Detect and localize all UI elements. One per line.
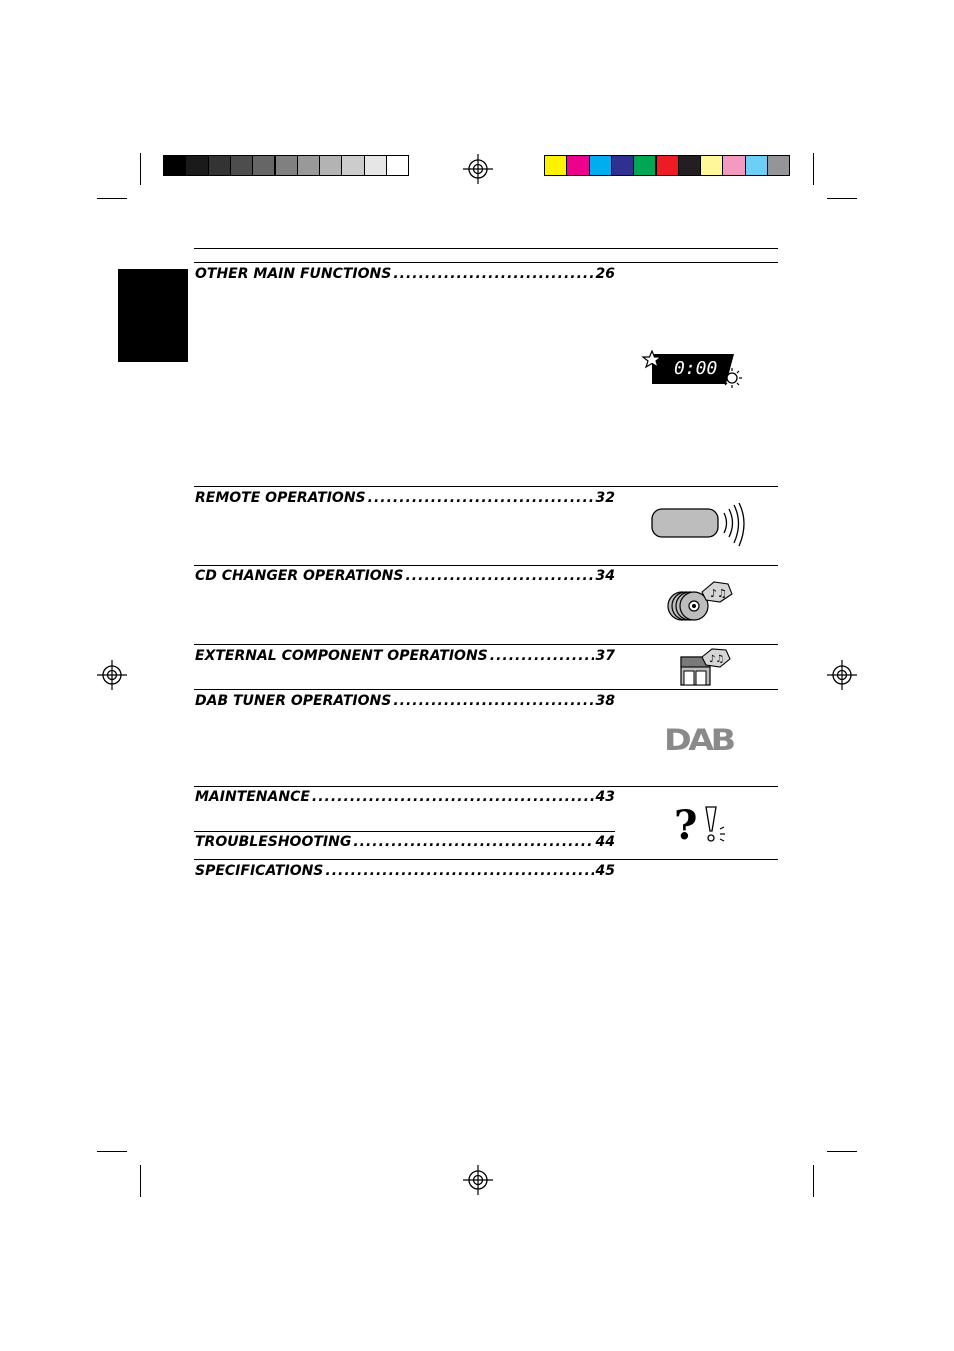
divider-rule (194, 565, 778, 566)
calibration-swatch (589, 155, 612, 176)
registration-target-icon (462, 1164, 494, 1196)
crop-mark (97, 1151, 127, 1152)
crop-mark (827, 198, 857, 199)
toc-entry-dab-tuner-operations[interactable] (195, 693, 615, 713)
toc-entry-page: 45 (595, 863, 615, 879)
crop-mark (813, 153, 814, 185)
toc-entry-page: 43 (595, 789, 615, 805)
calibration-swatch (633, 155, 656, 176)
registration-target-icon (826, 659, 858, 691)
cd-changer-icon (666, 578, 736, 624)
calibration-swatch (230, 155, 253, 176)
dab-logo-text: DAB (664, 726, 733, 754)
display-readout: 0:00 (674, 358, 718, 379)
toc-entry-page: 44 (595, 834, 615, 850)
toc-entry-title: DAB TUNER OPERATIONS (195, 693, 392, 709)
svg-text:?: ? (674, 802, 698, 845)
calibration-swatch (700, 155, 723, 176)
calibration-swatch (767, 155, 790, 176)
toc-entry-title: OTHER MAIN FUNCTIONS (195, 266, 392, 282)
divider-rule (194, 486, 778, 487)
toc-entry-other-main-functions[interactable] (195, 266, 615, 286)
toc-entry-title: MAINTENANCE (195, 789, 310, 805)
toc-entry-title: TROUBLESHOOTING (195, 834, 352, 850)
toc-entry-title: CD CHANGER OPERATIONS (195, 568, 404, 584)
calibration-swatch (364, 155, 387, 176)
svg-text:♪♫: ♪♫ (709, 654, 725, 665)
dab-logo-icon (664, 726, 736, 754)
calibration-swatch (341, 155, 364, 176)
crop-mark (97, 198, 127, 199)
calibration-swatch (544, 155, 567, 176)
calibration-swatch (319, 155, 342, 176)
external-component-icon (678, 647, 734, 687)
toc-entry-title: SPECIFICATIONS (195, 863, 324, 879)
toc-entry-page: 34 (595, 568, 615, 584)
toc-entry-remote-operations[interactable] (195, 490, 615, 510)
toc-entry-page: 32 (595, 490, 615, 506)
crop-mark (827, 1151, 857, 1152)
crop-mark (140, 1165, 141, 1197)
calibration-swatch (656, 155, 679, 176)
toc-entry-title: REMOTE OPERATIONS (195, 490, 366, 506)
toc-leader-dots (393, 693, 593, 709)
toc-entry-specifications[interactable] (195, 863, 615, 883)
toc-leader-dots (490, 648, 594, 664)
section-tab (118, 269, 188, 362)
calibration-swatch (275, 155, 298, 176)
question-exclamation-icon (672, 801, 728, 845)
divider-rule (194, 859, 778, 860)
calibration-swatch (297, 155, 320, 176)
registration-target-icon (96, 659, 128, 691)
calibration-swatch (252, 155, 275, 176)
toc-leader-dots (368, 490, 594, 506)
toc-entry-troubleshooting[interactable] (195, 834, 615, 854)
registration-target-icon (462, 153, 494, 185)
toc-leader-dots (353, 834, 593, 850)
svg-text:♪♫: ♪♫ (710, 587, 727, 600)
calibration-swatch (566, 155, 589, 176)
divider-rule (194, 689, 778, 690)
toc-leader-dots (312, 789, 594, 805)
toc-entry-maintenance[interactable] (195, 789, 615, 809)
calibration-swatch (185, 155, 208, 176)
top-rule (194, 248, 778, 249)
calibration-swatch (745, 155, 768, 176)
toc-leader-dots (393, 266, 593, 282)
calibration-swatch (722, 155, 745, 176)
divider-rule (194, 831, 615, 832)
toc-entry-title: EXTERNAL COMPONENT OPERATIONS (195, 648, 488, 664)
toc-entry-page: 38 (595, 693, 615, 709)
toc-entry-page: 37 (595, 648, 615, 664)
remote-control-icon (650, 503, 746, 547)
calibration-swatch (386, 155, 409, 176)
crop-mark (140, 153, 141, 185)
calibration-swatch (678, 155, 701, 176)
toc-entry-page: 26 (595, 266, 615, 282)
divider-rule (194, 644, 778, 645)
calibration-swatch (163, 155, 186, 176)
toc-leader-dots (405, 568, 593, 584)
calibration-swatch (208, 155, 231, 176)
divider-rule (194, 262, 778, 263)
toc-leader-dots (325, 863, 593, 879)
calibration-swatch (611, 155, 634, 176)
toc-entry-external-component-operations[interactable] (195, 648, 615, 668)
divider-rule (194, 786, 778, 787)
toc-entry-cd-changer-operations[interactable] (195, 568, 615, 588)
display-clock-icon (640, 350, 744, 390)
crop-mark (813, 1165, 814, 1197)
